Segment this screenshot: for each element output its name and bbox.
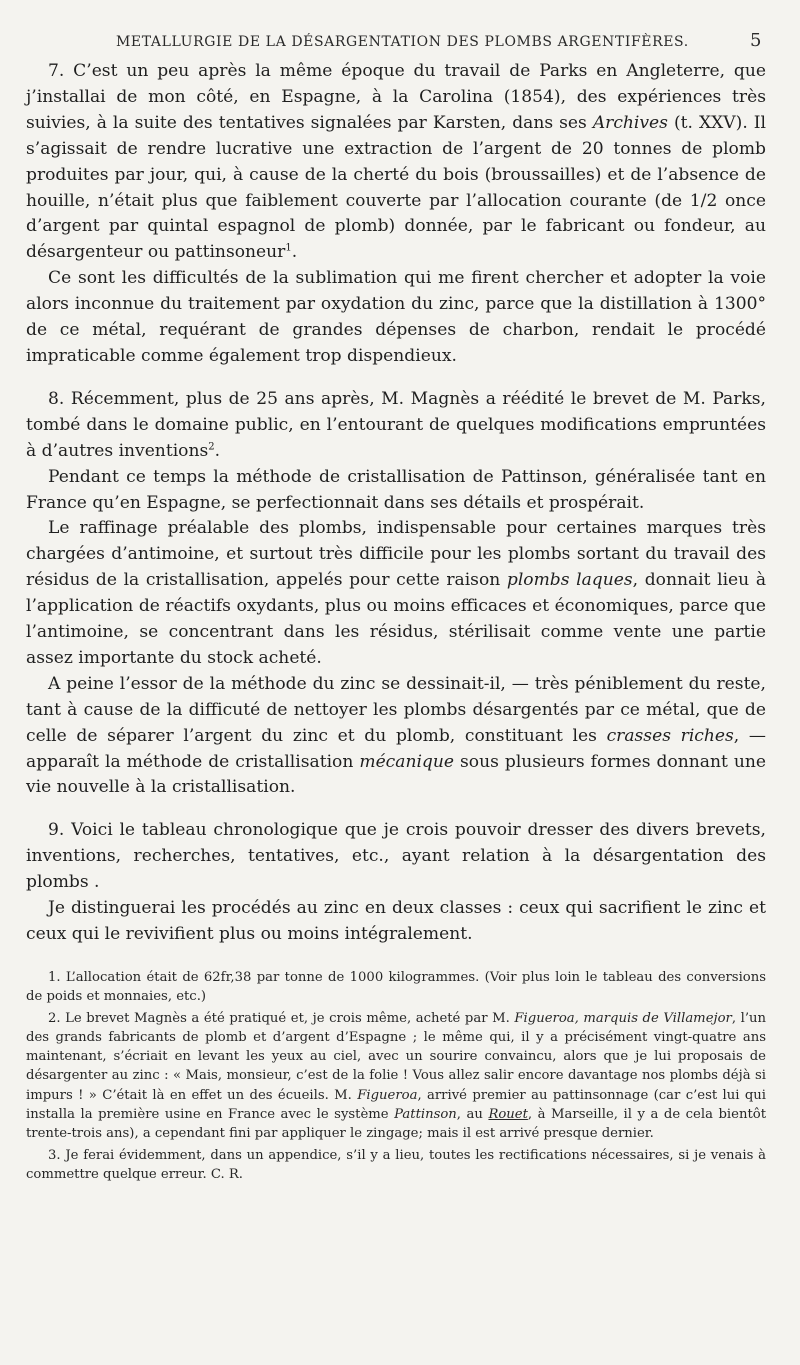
page	[26, 30, 766, 1186]
emphasis-mecanique: mécanique	[359, 751, 454, 772]
running-title: METALLURGIE DE LA DÉSARGENTATION DES PLOMBS ARGENTIFÈRES.	[116, 34, 689, 50]
paragraph-8-4: A peine l’essor de la méthode du zinc se dessinait-il, — très péniblement du reste, tant à cause de la difficuté de nettoyer les plombs désargentés par ce métal, que de celle de séparer l’argent du zinc et du plomb, constituant les crasses riches, — apparaît la méthode de cristallisation mécanique sous plusieurs formes donnant une vie nouvelle à la cristallisation.	[26, 673, 766, 798]
footnotes	[26, 968, 766, 1184]
page-number: 5	[749, 30, 762, 51]
footnote-ref-1: 1	[285, 242, 292, 254]
paragraph-8-3: Le raffinage préalable des plombs, indispensable pour certaines marques très chargées d’antimoine, et surtout très difficile pour les plombs sortant du travail des résidus de la cristallisation, appelés pour cette raison plombs laques, donnait lieu à l’application de réactifs oxydants, plus ou moins efficaces et économiques, parce que l’antimoine, se concentrant dans les résidus, stérilisait comme vente une partie assez importante du stock acheté.	[26, 518, 767, 668]
paragraph-7-2: Ce sont les difficultés de la sublimation qui me firent chercher et adopter la voie alors inconnue du traitement par oxydation du zinc, parce que la distillation à 1300° de ce métal, requérant de grandes dépenses de charbon, rendait le procédé impraticable comme également trop dispendieux.	[26, 268, 766, 366]
paragraph-8-1: 8. Récemment, plus de 25 ans après, M. Magnès a réédité le brevet de M. Parks, tombé dans le domaine public, en l’entourant de quelques modifications empruntées à d’autres inventions$^2$.	[26, 388, 766, 461]
running-header	[26, 30, 766, 51]
paragraph-8-2: Pendant ce temps la méthode de cristallisation de Pattinson, généralisée tant en France qu’en Espagne, se perfectionnait dans ses détails et prospérait.	[26, 466, 766, 513]
paragraph-9-2: Je distinguerai les procédés au zinc en deux classes : ceux qui sacrifient le zinc et ceux qui le revivifient plus ou moins intégralement.	[26, 898, 766, 944]
emphasis-archives: Archives	[592, 112, 668, 133]
footnote-ref-2: 2	[208, 441, 215, 452]
footnote-3: 3. Je ferai évidemment, dans un appendice, s’il y a lieu, toutes les rectifications nécessaires, si je venais à commettre quelque erreur. C. R.	[26, 1147, 766, 1182]
emphasis-plombs-laques: plombs laques	[506, 570, 633, 591]
emphasis-crasses-riches: crasses riches	[606, 725, 734, 746]
footnote-1: 1. L’allocation était de 62fr,38 par tonne de 1000 kilogrammes. (Voir plus loin le tableau des conversions de poids et monnaies, etc.)	[26, 969, 766, 1005]
paragraph-9-1: 9. Voici le tableau chronologique que je crois pouvoir dresser des divers brevets, inventions, recherches, tentatives, etc., ayant relation à la désargentation des plombs .	[26, 820, 766, 893]
paragraph-7-1: 7. C’est un peu après la même époque du travail de Parks en Angleterre, que j’installai de mon côté, en Espagne, à la Carolina (1854), des expériences très suivies, à la suite des tentatives signalées par Karsten, dans ses Archives (t. XXV). Il s’agissait de rendre lucrative une extraction de l’argent de 20 tonnes de plomb produites par jour, qui, à cause de la cherté du bois (broussailles) et de l’absence de houille, n’était plus que faiblement couverte par l’allocation courante (de 1/2 once d’argent par quintal espagnol de plomb) donnée, par le fabricant ou fondeur, au désargenteur ou pattinsoneur$^1$.	[26, 61, 766, 263]
footnote-2: 2. Le brevet Magnès a été pratiqué et, je crois même, acheté par M. Figueroa, marquis de Villamejor, l’un des grands fabricants de plomb et d’argent d’Espagne ; le même qui, il y a précisément vingt-quatre ans maintenant, s’écriait en levant les yeux au ciel, avec un sourire convaincu, alors que je lui proposais de désargenter au zinc : « Mais, monsieur, c’est de la folie ! Vous allez salir encore davantage nos plombs déjà si impurs ! » C’était là en effet un des écueils. M. Figueroa, arrivé premier au pattinsonnage (car c’est lui qui installa la première usine en France avec le système Pattinson, au Rouet, à Marseille, il y a de cela bientôt trente-trois ans), a cependant fini par appliquer le zingage; mais il est arrivé presque dernier.	[26, 1010, 766, 1142]
main-text	[26, 59, 766, 948]
